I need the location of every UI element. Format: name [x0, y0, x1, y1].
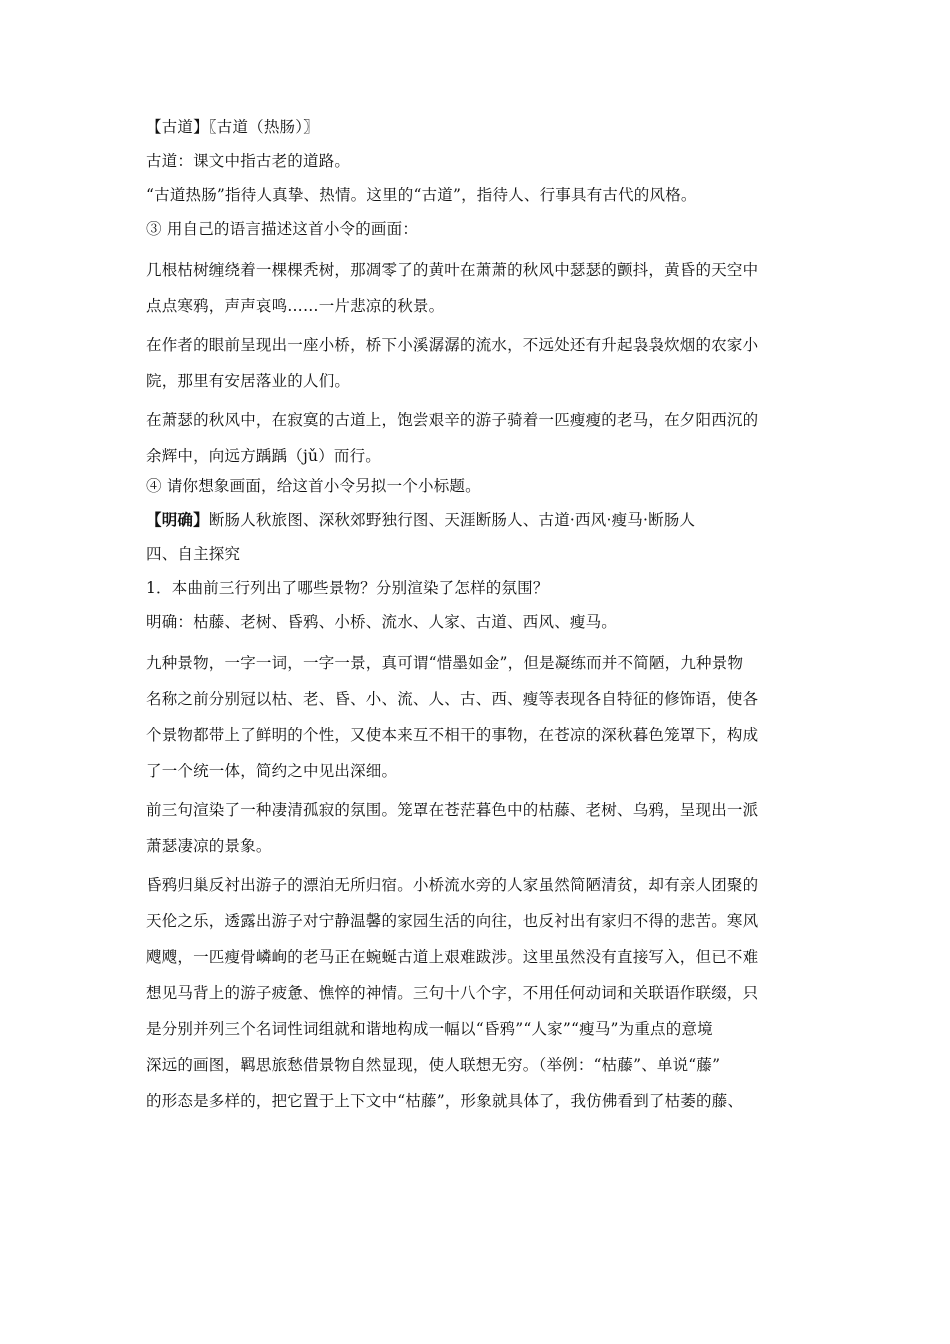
text-line: 萧瑟凄凉的景象。 [146, 837, 272, 855]
description-paragraph-1 [146, 252, 814, 324]
text-line: 天伦之乐，透露出游子对宁静温馨的家园生活的向往，也反衬出有家归不得的悲苦。寒风 [146, 912, 759, 930]
analysis-paragraph-2 [146, 792, 814, 864]
text-line: 前三句渲染了一种凄清孤寂的氛围。笼罩在苍茫暮色中的枯藤、老树、乌鸦，呈现出一派 [146, 801, 759, 819]
paragraph-gudao-heading: 【古道】〖古道（热肠）〗 [146, 118, 319, 136]
description-paragraph-2 [146, 327, 814, 399]
paragraph-gudao-definition: 古道：课文中指古老的道路。 [146, 152, 351, 170]
exploration-answer: 明确：枯藤、老树、昏鸦、小桥、流水、人家、古道、西风、瘦马。 [146, 613, 618, 631]
text-line: 点点寒鸦，声声哀鸣……一片悲凉的秋景。 [146, 297, 445, 315]
text-line: 昏鸦归巢反衬出游子的漂泊无所归宿。小桥流水旁的人家虽然简陋清贫，却有亲人团聚的 [146, 876, 759, 894]
text-line: 是分别并列三个名词性词组就和谐地构成一幅以“昏鸦”“人家”“瘦马”为重点的意境 [146, 1020, 713, 1038]
text-line: 飕飕，一匹瘦骨嶙峋的老马正在蜿蜒古道上艰难跋涉。这里虽然没有直接写入，但已不难 [146, 948, 759, 966]
analysis-paragraph-1 [146, 645, 814, 789]
text-line: 个景物都带上了鲜明的个性，又使本来互不相干的事物，在苍凉的深秋暮色笼罩下，构成 [146, 726, 759, 744]
section-heading: 四、自主探究 [146, 545, 241, 563]
text-line: 院，那里有安居落业的人们。 [146, 372, 351, 390]
text-line: 九种景物，一字一词，一字一景，真可谓“惜墨如金”，但是凝练而并不简陋，九种景物 [146, 654, 744, 672]
text-line: 在作者的眼前呈现出一座小桥，桥下小溪潺潺的流水，不远处还有升起袅袅炊烟的农家小 [146, 336, 759, 354]
text-line: 了一个统一体，简约之中见出深细。 [146, 762, 398, 780]
answer-text: 断肠人秋旅图、深秋郊野独行图、天涯断肠人、古道·西风·瘦马·断肠人 [208, 511, 696, 529]
text-line: 的形态是多样的，把它置于上下文中“枯藤”，形象就具体了，我仿佛看到了枯萎的藤、 [146, 1092, 744, 1110]
analysis-paragraph-3 [146, 867, 814, 1119]
description-paragraph-3 [146, 402, 814, 474]
answer-label: 【明确】 [146, 510, 209, 529]
text-line: 深远的画图，羁思旅愁借景物自然显现，使人联想无穷。（举例：“枯藤”、单说“藤” [146, 1056, 721, 1074]
document-page [146, 118, 814, 1119]
text-line: 在萧瑟的秋风中，在寂寞的古道上，饱尝艰辛的游子骑着一匹瘦瘦的老马，在夕阳西沉的 [146, 411, 759, 429]
text-line: 余辉中，向远方踽踽（jǔ）而行。 [146, 447, 381, 465]
question-4: ④ 请你想象画面，给这首小令另拟一个小标题。 [146, 477, 481, 495]
answer-titles [146, 511, 814, 529]
question-3: ③ 用自己的语言描述这首小令的画面： [146, 220, 419, 238]
text-line: 几根枯树缠绕着一棵棵秃树，那凋零了的黄叶在萧萧的秋风中瑟瑟的颤抖，黄昏的天空中 [146, 261, 759, 279]
text-line: 名称之前分别冠以枯、老、昏、小、流、人、古、西、瘦等表现各自特征的修饰语，使各 [146, 690, 759, 708]
exploration-question-1: 1．本曲前三行列出了哪些景物？分别渲染了怎样的氛围？ [146, 579, 549, 597]
paragraph-gudao-idiom: “古道热肠”指待人真挚、热情。这里的“古道”，指待人、行事具有古代的风格。 [146, 186, 697, 204]
text-line: 想见马背上的游子疲惫、憔悴的神情。三句十八个字，不用任何动词和关联语作联缀，只 [146, 984, 759, 1002]
